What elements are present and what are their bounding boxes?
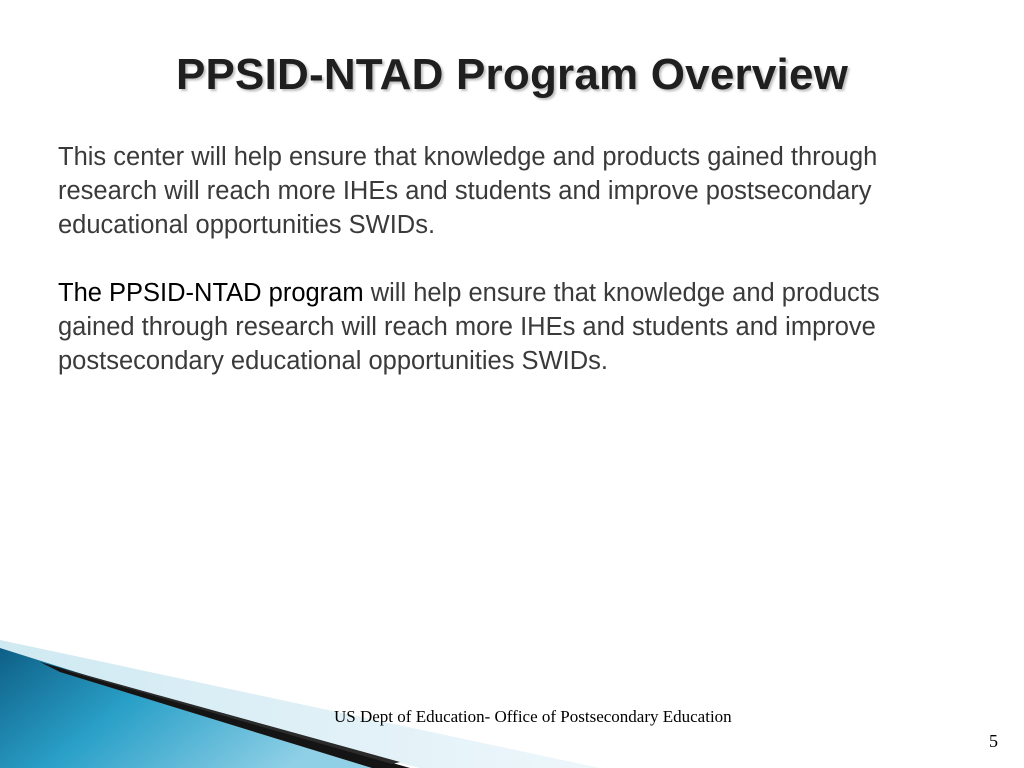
paragraph-2 [58,276,958,378]
slide-body [58,140,958,412]
footer-text: US Dept of Education- Office of Postsecondary Education [334,707,732,726]
paragraph-1: This center will help ensure that knowledge and products gained through research will reach more IHEs and students and improve postsecondary educational opportunities SWIDs. [58,143,878,239]
page-number: 5 [989,731,998,751]
program-name-highlight: The PPSID-NTAD program [58,279,364,307]
paragraph-2-rest: will help ensure that knowledge and products gained through research will reach more IHEs and students and improve postsecondary educational opportunities SWIDs. [58,279,880,375]
slide-title: PPSID-NTAD Program Overview [175,50,849,99]
